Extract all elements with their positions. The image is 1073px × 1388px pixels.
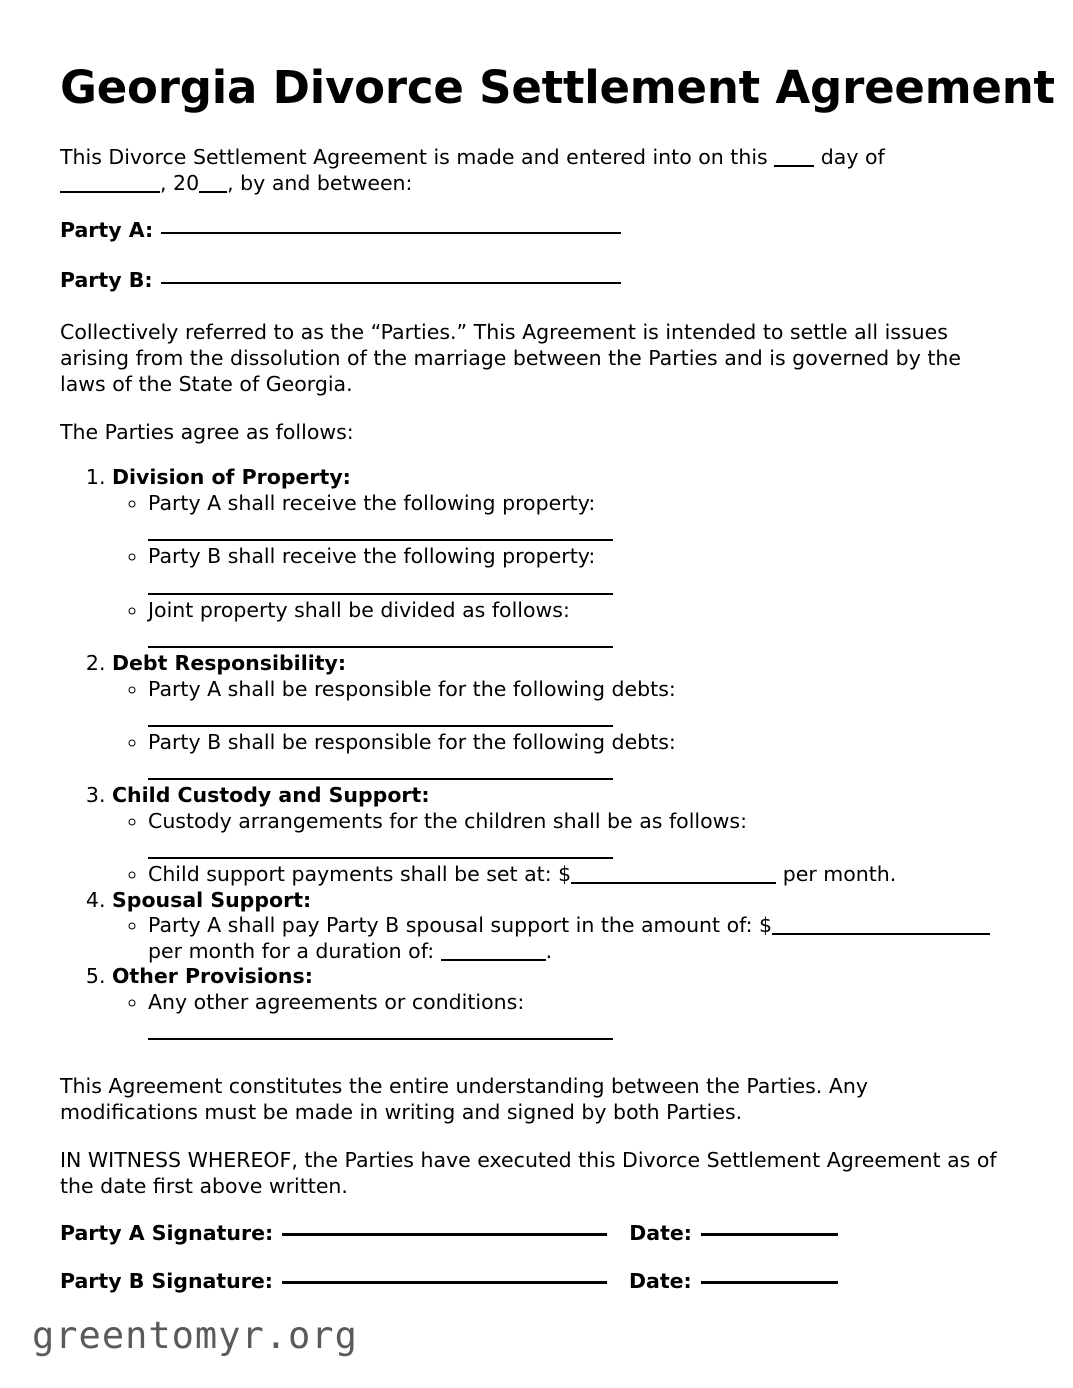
debt-party-a-blank-field[interactable] [148,725,613,727]
party-b-date-label: Date: [628,1269,692,1294]
party-a-date-label: Date: [629,1221,692,1246]
party-a-blank-field[interactable] [161,232,621,234]
agreement-sections-list [60,465,1005,1040]
debt-party-b-blank-field[interactable] [148,778,613,780]
year-blank-field[interactable] [199,191,227,193]
party-b-date-blank-field[interactable] [701,1281,838,1284]
sub-item-label-before: Party A shall pay Party B spousal support in the amount of: $ [148,913,773,938]
day-blank-field[interactable] [774,165,814,167]
intro-text-part2: day of [820,144,885,169]
party-a-signature-label: Party A Signature: [60,1221,274,1246]
sub-item-label: Any other agreements or conditions: [148,989,525,1014]
intro-text-part3: , 20 [160,170,200,195]
party-a-label: Party A: [60,217,154,242]
sub-item-label-before: Child support payments shall be set at: $ [148,862,572,887]
section-sub-list [112,491,1005,648]
sub-item-label: Party A shall receive the following property: [148,490,596,515]
child-support-amount-blank-field[interactable] [571,882,776,884]
intro-text-part4: , by and between: [227,170,413,195]
section-title: 1. Division of Property: [112,465,351,490]
party-b-line [60,268,1005,293]
section-division-of-property [112,465,1005,648]
property-party-b-blank-field[interactable] [148,593,613,595]
list-item [148,491,1005,541]
sub-item-label: Joint property shall be divided as follows: [148,597,570,622]
sub-item-label: Party B shall be responsible for the following debts: [148,730,676,754]
list-item [148,598,1005,648]
section-title: 4. Spousal Support: [112,887,312,912]
property-party-a-blank-field[interactable] [148,539,613,541]
other-provisions-blank-field[interactable] [148,1038,613,1040]
list-item [148,730,1005,780]
section-sub-list [112,913,1005,964]
party-b-signature-row [60,1269,1005,1293]
sub-item-label: Custody arrangements for the children shall be as follows: [148,809,747,834]
spousal-support-amount-blank-field[interactable] [772,933,990,935]
party-b-signature-blank-field[interactable] [282,1281,607,1284]
intro-paragraph [60,144,1005,196]
section-sub-list [112,677,1005,781]
list-item [148,677,1005,727]
closing-paragraph-2: IN WITNESS WHEREOF, the Parties have executed this Divorce Settlement Agreement as of the date first above written. [60,1148,997,1199]
sub-item-label-after: . [545,938,553,963]
section-sub-list [112,809,1005,888]
list-item [148,809,1005,859]
party-a-signature-blank-field[interactable] [282,1233,607,1236]
section-title: 2. Debt Responsibility: [112,650,347,675]
intro-text-part1: This Divorce Settlement Agreement is made and entered into on this [60,144,768,169]
spousal-support-duration-blank-field[interactable] [441,959,546,961]
list-item [148,913,1005,964]
custody-arrangements-blank-field[interactable] [148,857,613,859]
section-spousal-support [112,888,1005,964]
section-debt-responsibility [112,651,1005,780]
list-item [148,862,1005,887]
party-b-blank-field[interactable] [161,282,621,284]
party-b-label: Party B: [60,268,153,293]
section-title: 3. Child Custody and Support: [112,783,430,808]
list-item [148,544,1005,594]
month-blank-field[interactable] [60,191,160,193]
party-a-date-blank-field[interactable] [701,1233,838,1236]
page-title: Georgia Divorce Settlement Agreement [60,61,1055,114]
party-a-signature-row [60,1221,1005,1245]
document-content [60,61,1055,1317]
section-child-custody-and-support [112,783,1005,887]
list-item [148,990,1005,1040]
sub-item-label-mid: per month for a duration of: [148,938,435,963]
site-watermark: greentomyr.org [32,1314,358,1357]
property-joint-blank-field[interactable] [148,646,613,648]
section-sub-list [112,990,1005,1040]
sub-item-label: Party A shall be responsible for the following debts: [148,676,676,701]
section-other-provisions [112,964,1005,1040]
party-b-signature-label: Party B Signature: [60,1269,273,1294]
collective-paragraph: Collectively referred to as the “Parties.” This Agreement is intended to settle all issues arising from the dissolution of the marriage between the Parties and is governed by the laws of the State of Georgia. [60,320,961,397]
sub-item-label: Party B shall receive the following property: [148,544,596,569]
section-title: 5. Other Provisions: [112,964,313,989]
sub-item-label-after: per month. [776,862,897,887]
closing-paragraph-1: This Agreement constitutes the entire understanding between the Parties. Any modifications must be made in writing and signed by both Parties. [60,1074,868,1125]
party-a-line [60,218,1005,243]
agree-intro-paragraph: The Parties agree as follows: [60,420,354,445]
